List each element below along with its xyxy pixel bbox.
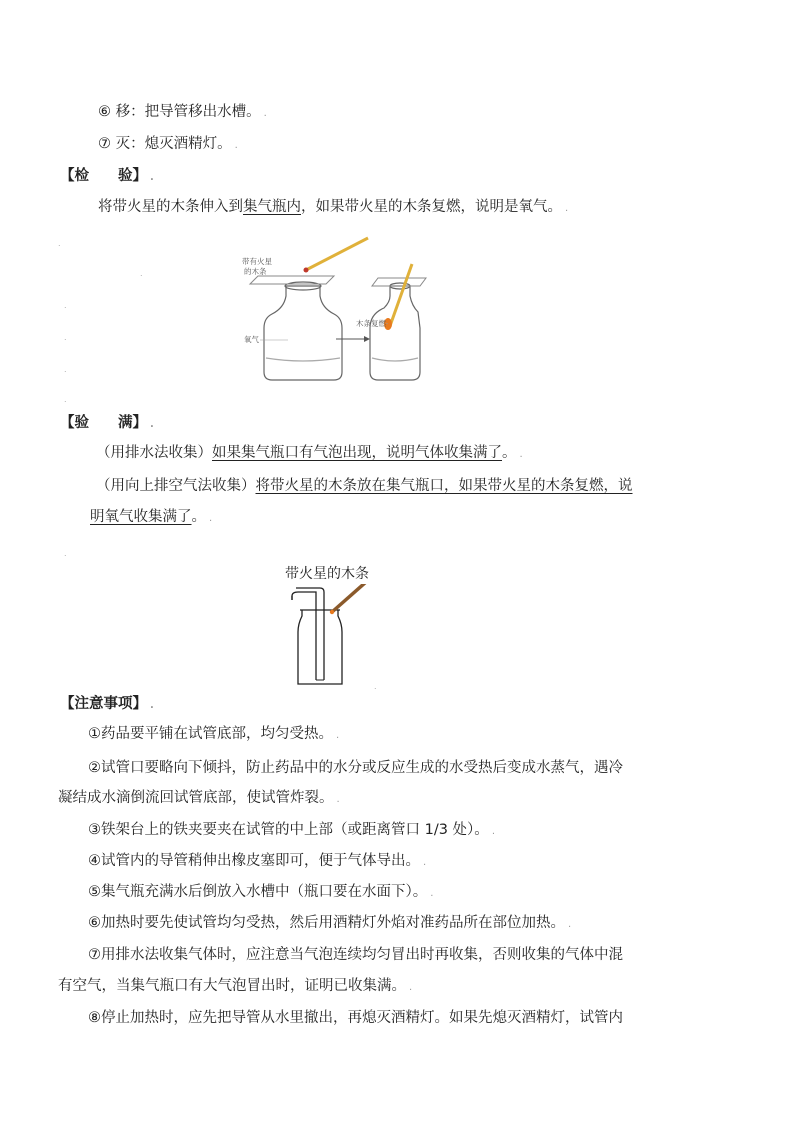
check-text: 将带火星的木条伸入到集气瓶内，如果带火星的木条复燃，说明是氧气。 . bbox=[98, 199, 569, 215]
note-7b: 有空气，当集气瓶口有大气泡冒出时，证明已收集满。 . bbox=[58, 978, 413, 994]
full-line-1: （用排水法收集）如果集气瓶口有气泡出现，说明气体收集满了。 . bbox=[96, 445, 523, 461]
oxygen-test-figure bbox=[238, 236, 438, 386]
fig-label-stick-2: 的木条 bbox=[244, 267, 267, 276]
fig2-label: 带火星的木条 bbox=[285, 566, 369, 582]
step-7: ⑦ 灭：熄灭酒精灯。 . bbox=[98, 136, 238, 152]
fig-label-relight: 木条复燃 bbox=[356, 319, 386, 328]
note-4: ④试管内的导管稍伸出橡皮塞即可，便于气体导出。 . bbox=[88, 853, 427, 869]
note-6: ⑥加热时要先使试管均匀受热，然后用酒精灯外焰对准药品所在部位加热。 . bbox=[88, 915, 572, 931]
fig-label-oxygen: 氧气 bbox=[244, 335, 259, 344]
full-line-2: （用向上排空气法收集）将带火星的木条放在集气瓶口，如果带火星的木条复燃，说 bbox=[96, 478, 633, 494]
note-7a: ⑦用排水法收集气体时，应注意当气泡连续均匀冒出时再收集，否则收集的气体中混 bbox=[88, 947, 623, 963]
note-1: ①药品要平铺在试管底部，均匀受热。 . bbox=[88, 726, 340, 742]
note-8: ⑧停止加热时，应先把导管从水里撤出，再熄灭酒精灯。如果先熄灭酒精灯，试管内 bbox=[88, 1010, 623, 1026]
fig-label-stick-1: 带有火星 bbox=[242, 257, 272, 266]
full-heading: 【验 满】 . bbox=[60, 415, 154, 431]
notes-heading: 【注意事项】 . bbox=[60, 696, 154, 712]
full-line-3: 明氧气收集满了。 . bbox=[90, 509, 213, 525]
check-heading: 【检 验】 . bbox=[60, 168, 154, 184]
step-6: ⑥ 移：把导管移出水槽。 . bbox=[98, 104, 267, 120]
bottle-full-figure bbox=[288, 584, 388, 688]
note-2a: ②试管口要略向下倾抖，防止药品中的水分或反应生成的水受热后变成水蒸气，遇冷 bbox=[88, 760, 623, 776]
note-2b: 凝结成水滴倒流回试管底部，使试管炸裂。 . bbox=[58, 790, 340, 806]
note-3: ③铁架台上的铁夹要夹在试管的中上部（或距离管口 1/3 处）。 . bbox=[88, 822, 495, 838]
note-5: ⑤集气瓶充满水后倒放入水槽中（瓶口要在水面下）。 . bbox=[88, 884, 434, 900]
